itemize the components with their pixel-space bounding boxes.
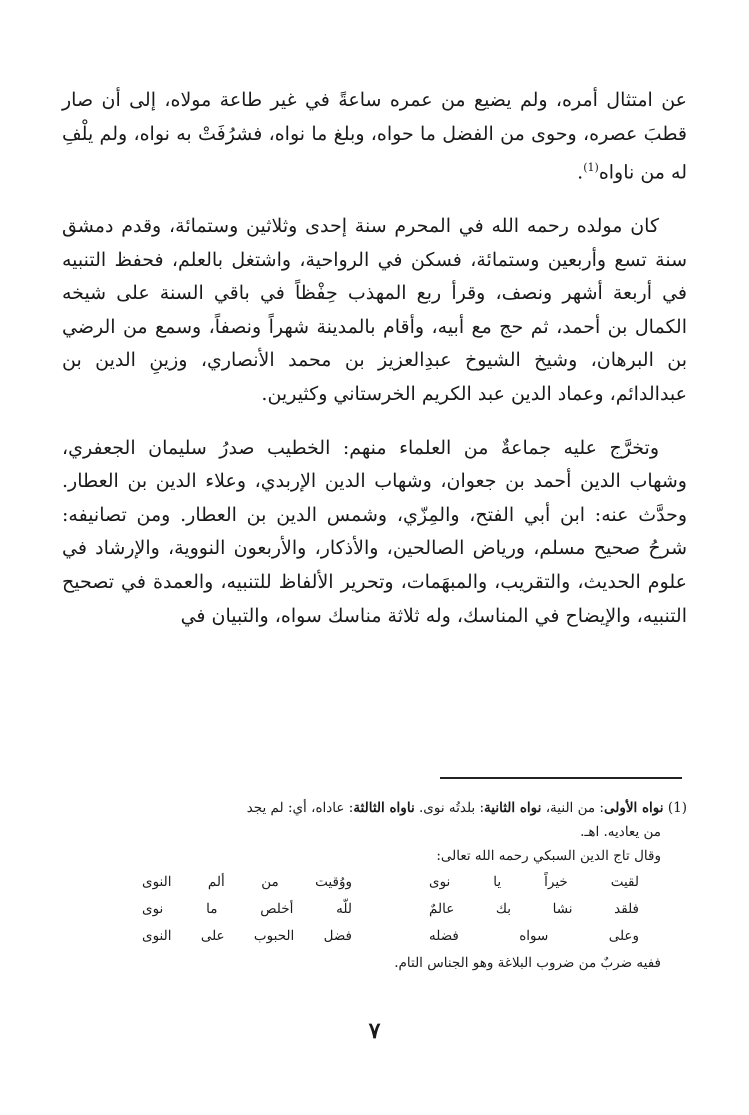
text-line: الدين بن العطار. ومن تصانيفه: شرحُ صحيح مسلم، ورياض xyxy=(62,503,687,560)
footnote-closing: ففيه ضربٌ من ضروب البلاغة وهو الجناس التام. xyxy=(394,955,661,971)
paragraph-2 xyxy=(62,210,687,412)
text-line: بالعلم، فحفظ التنبيه في أربعة أشهر ونصف، وقرأ ربع المهذب حِفْظاً xyxy=(62,248,688,305)
paragraph-1: عن امتثال أمره، ولم يضيع من عمره ساعةً في غير طاعة مولاه، إلى أن صار قطبَ عصره، وحوى من الفضل ما حواه، وبلغ ما نواه، فشرُفَتْ به نواه، ولم يلْفِ له من ناواه$^{(1)}$. xyxy=(62,89,687,184)
text-line: عبدِالعزيز بن محمد الأنصاري، وزينِ الدين بن عبدالدائم، وعماد الدين xyxy=(62,349,687,406)
text-line: الصالحين، والأذكار، والأربعون النووية، والإرشاد في علوم الحديث، xyxy=(62,537,687,594)
text-line: والتقريب، والمبهَمات، وتحرير الألفاظ للتنبيه، والعمدة في تصحيح xyxy=(62,571,571,594)
footnote-definition: : من النية، xyxy=(541,800,604,816)
text-line: صار قطبَ عصره، وحوى من الفضل ما حواه، وبلغ ما نواه، فشرُفَتْ به xyxy=(62,89,687,145)
footnote-definition: : عاداه، أي: لم يجد xyxy=(246,800,354,816)
poem-line xyxy=(62,897,687,924)
footnote-continuation: من يعاديه. اهـ. xyxy=(580,824,661,840)
text-line: وقدم دمشق سنة تسع وأربعين وستمائة، فسكن في الرواحية، واشتغل xyxy=(62,215,687,271)
footnote-reference[interactable]: (1) xyxy=(583,161,599,175)
text-line: وعلاء الدين بن العطار. وحدَّث عنه: ابن أبي الفتح، والمِزّي، وشمس xyxy=(62,470,688,526)
poem-hemistich: ووُقيت من ألم النوى xyxy=(142,874,352,890)
footnote-number: (1) xyxy=(667,800,687,816)
text-line: عبد الكريم الخرستاني وكثيرين. xyxy=(261,383,505,406)
poem xyxy=(62,870,687,951)
text-line: كان مولده رحمه الله في المحرم سنة إحدى وثلاثين وستمائة، xyxy=(169,215,659,238)
text-line: نواه، ولم يلْفِ له من ناواه xyxy=(62,122,687,184)
poem-intro: وقال تاج الدين السبكي رحمه الله تعالى: xyxy=(436,848,661,864)
footnote-separator xyxy=(440,777,682,779)
footnote-term: ناواه الثالثة xyxy=(353,800,415,816)
text-line: في باقي السنة على شيخه الكمال بن أحمد، ثم حج مع أبيه، وأقام xyxy=(62,282,688,338)
text-line: التنبيه، والإيضاح في المناسك، وله ثلاثة مناسك سواه، والتبيان في xyxy=(180,604,687,627)
main-text xyxy=(62,84,687,633)
footnotes xyxy=(62,796,687,975)
text-line: الجعفري، وشهاب الدين أحمد بن جعوان، وشهاب الدين الإربدي، xyxy=(62,436,687,493)
text-line: عن امتثال أمره، ولم يضيع من عمره ساعةً في غير طاعة مولاه، إلى أن xyxy=(101,89,687,111)
poem-line xyxy=(62,924,687,951)
footnote-term: نواه الأولى xyxy=(603,800,664,816)
page-number: ٧ xyxy=(368,1018,381,1044)
paragraph-3 xyxy=(62,432,687,634)
poem-hemistich: فلقد نشا بك عالمٌ xyxy=(429,901,639,917)
poem-hemistich: فضل الحبوب على النوى xyxy=(142,928,352,944)
poem-hemistich: وعلى سواه فضله xyxy=(429,928,639,944)
footnote-definition: : بلدتُه نوى. xyxy=(414,800,485,816)
poem-line xyxy=(62,870,687,897)
poem-hemistich: للّه أخلص ما نوى xyxy=(142,901,352,917)
footnote-term: نواه الثانية xyxy=(484,800,542,816)
poem-hemistich: لقيت خيراً يا نوى xyxy=(429,874,639,890)
text-line: وتخرَّج عليه جماعةٌ من العلماء منهم: الخطيب صدرُ سليمان xyxy=(148,436,659,459)
text-line: بالمدينة شهراً ونصفاً، وسمع من الرضي بن البرهان، وشيخ الشيوخ xyxy=(62,315,687,372)
footnote-1 xyxy=(62,796,687,820)
